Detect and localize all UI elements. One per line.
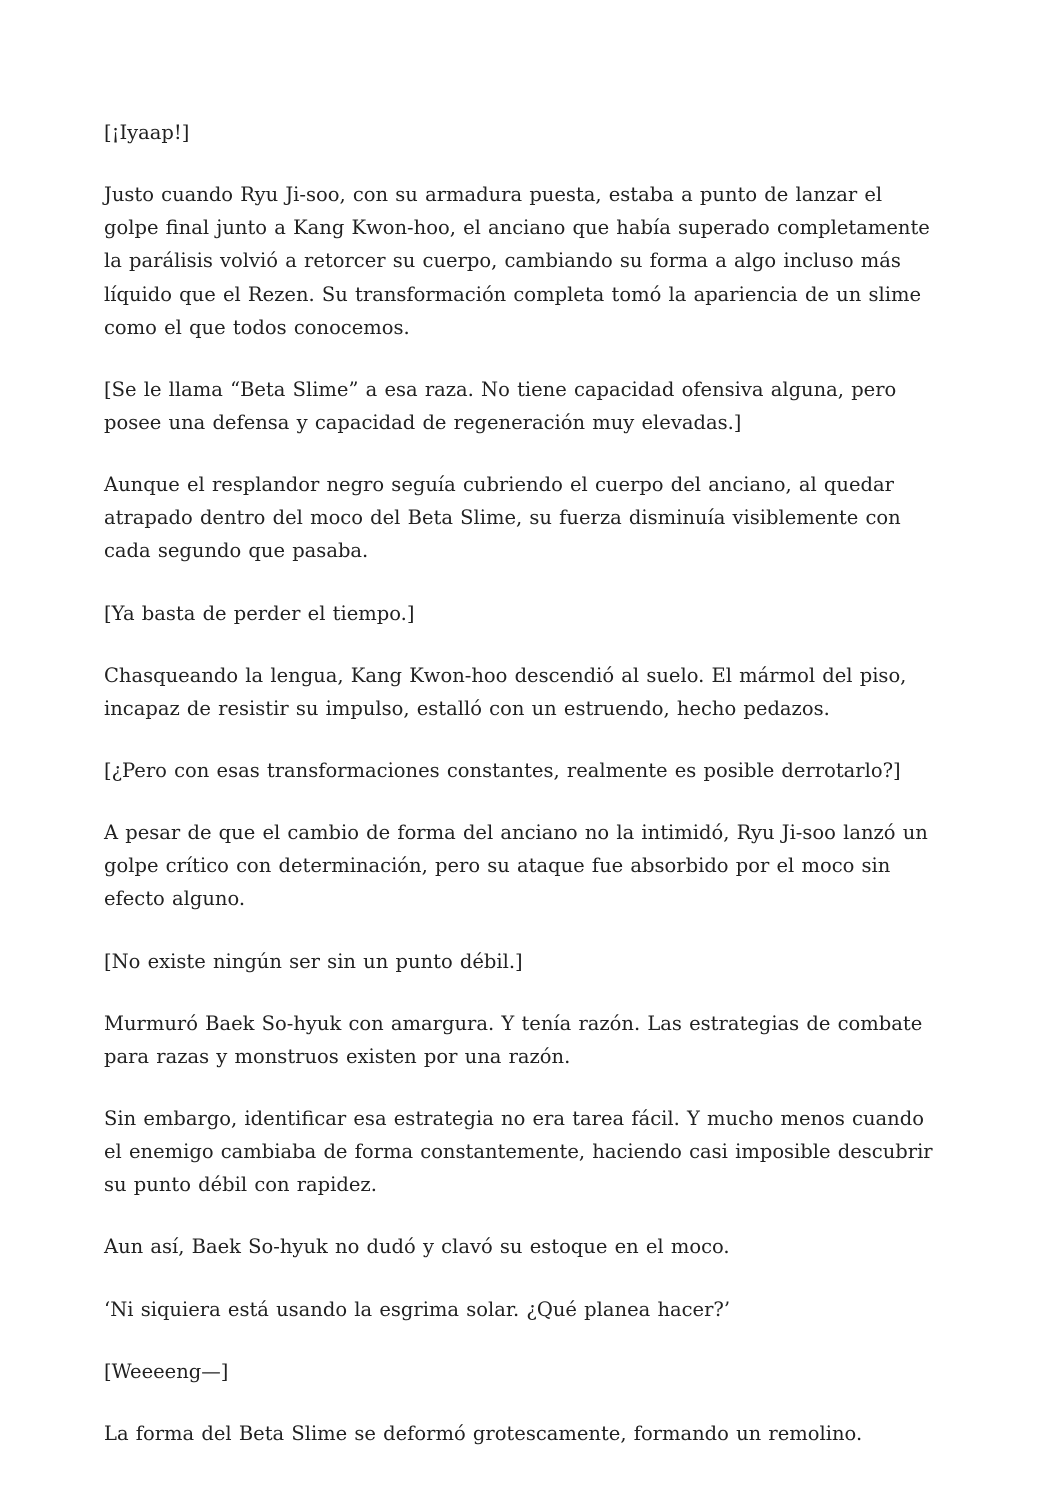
paragraph: Murmuró Baek So-hyuk con amargura. Y tenía razón. Las estrategias de combate para razas y monstruos existen por una razón. <box>104 1011 923 1068</box>
paragraph: Sin embargo, identificar esa estrategia no era tarea fácil. Y mucho menos cuando el enemigo cambiaba de forma constantemente, haciendo casi imposible descubrir su punto débil con rapidez. <box>104 1106 933 1197</box>
paragraph: Aun así, Baek So-hyuk no dudó y clavó su estoque en el moco. <box>104 1235 730 1259</box>
paragraph: [No existe ningún ser sin un punto débil.] <box>104 949 523 973</box>
paragraph: Justo cuando Ryu Ji-soo, con su armadura puesta, estaba a punto de lanzar el golpe final junto a Kang Kwon-hoo, el anciano que había superado completamente la parálisis volvió a retorcer su cuerpo, cambiando su forma a algo incluso más líquido que el Rezen. Su transformación completa tomó la apariencia de un slime como el que todos conocemos. <box>104 183 930 339</box>
paragraph: Chasqueando la lengua, Kang Kwon-hoo descendió al suelo. El mármol del piso, incapaz de resistir su impulso, estalló con un estruendo, hecho pedazos. <box>104 663 907 720</box>
paragraph: [¿Pero con esas transformaciones constantes, realmente es posible derrotarlo?] <box>104 758 901 782</box>
paragraph: [Ya basta de perder el tiempo.] <box>104 601 415 625</box>
paragraph: [Weeeeng—] <box>104 1359 229 1383</box>
paragraph: ‘Ni siquiera está usando la esgrima solar. ¿Qué planea hacer?’ <box>104 1297 731 1321</box>
paragraph: La forma del Beta Slime se deformó grotescamente, formando un remolino. <box>104 1421 863 1445</box>
paragraph: Aunque el resplandor negro seguía cubriendo el cuerpo del anciano, al quedar atrapado dentro del moco del Beta Slime, su fuerza disminuía visiblemente con cada segundo que pasaba. <box>104 473 901 563</box>
paragraph: [Se le llama “Beta Slime” a esa raza. No tiene capacidad ofensiva alguna, pero posee una defensa y capacidad de regeneración muy elevadas.] <box>104 377 897 434</box>
paragraph: [¡Iyaap!] <box>104 121 190 144</box>
paragraph: A pesar de que el cambio de forma del anciano no la intimidó, Ryu Ji-soo lanzó un golpe crítico con determinación, pero su ataque fue absorbido por el moco sin efecto alguno. <box>104 821 928 911</box>
